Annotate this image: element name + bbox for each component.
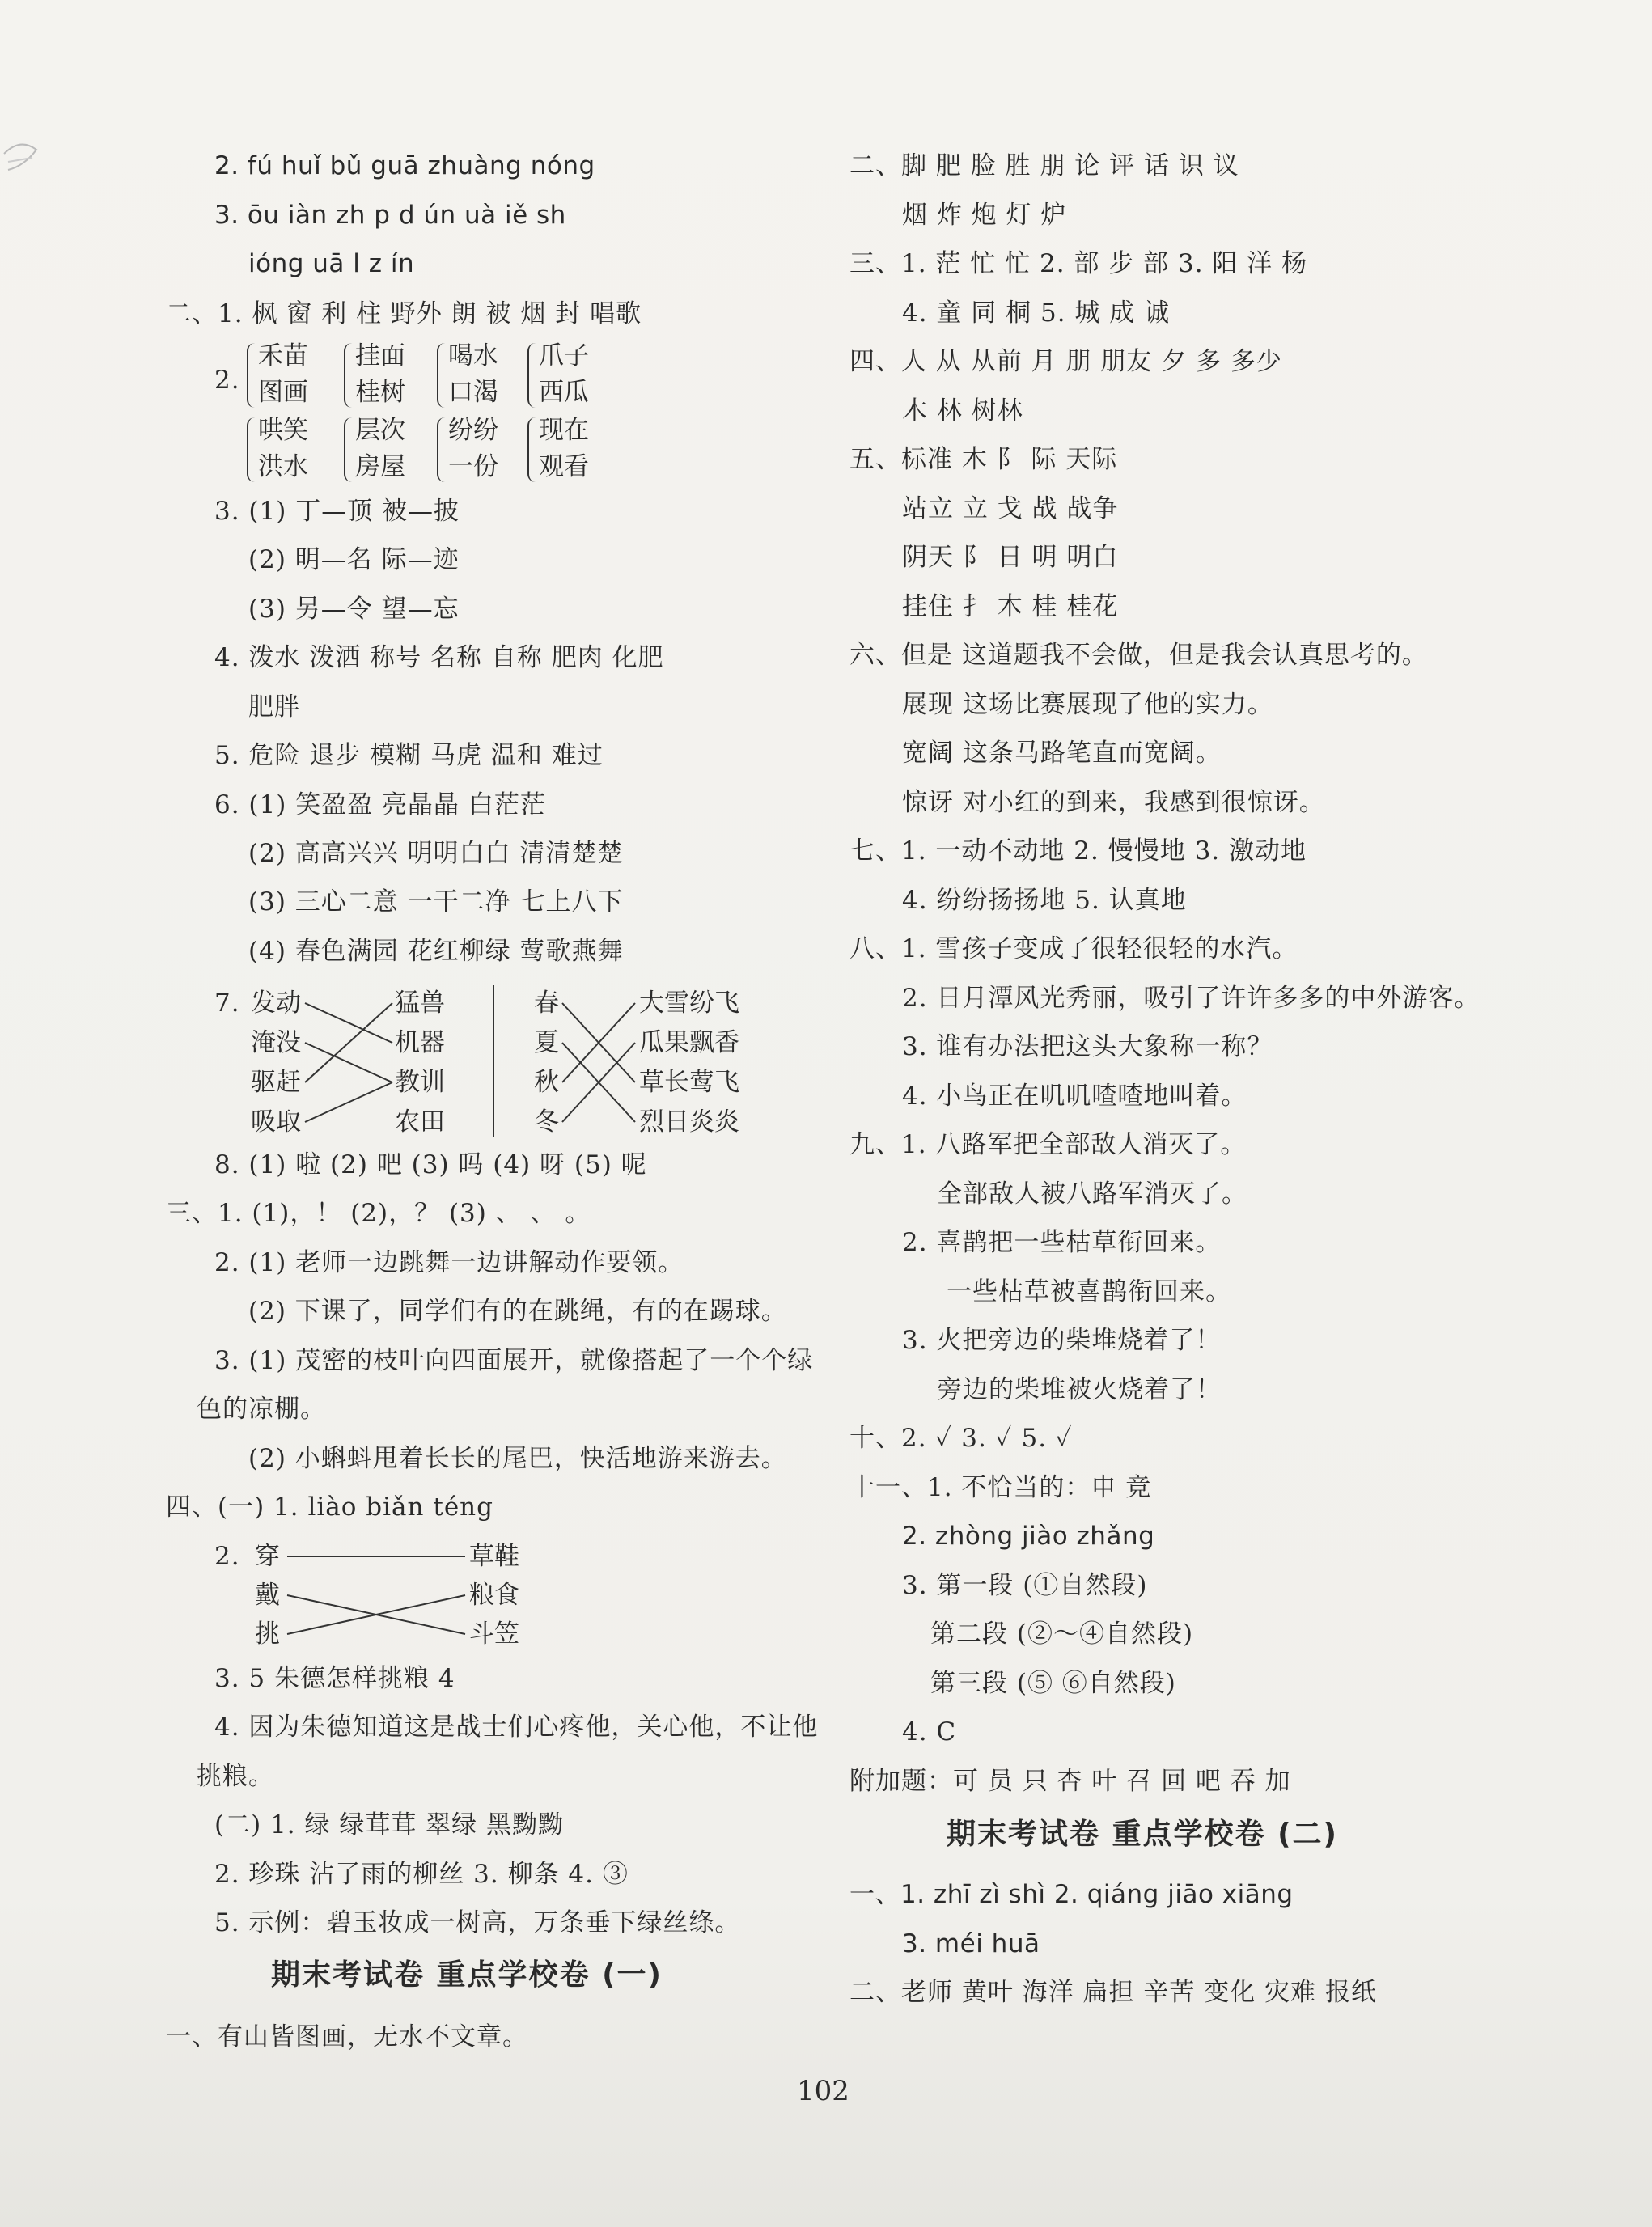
- answer-line: (3) 三心二意 一干二净 七上八下: [248, 887, 624, 917]
- answer-line: 四、人 从 从前 月 朋 朋友 夕 多 多少: [849, 347, 1282, 376]
- section-title: 期末考试卷 重点学校卷 (二): [947, 1818, 1338, 1851]
- answer-line: 五、标准 木 阝 际 天际: [849, 445, 1118, 474]
- answer-line: 4. 泼水 泼洒 称号 名称 自称 肥肉 化肥: [214, 643, 664, 672]
- answer-line: (3) 另—令 望—忘: [248, 595, 460, 624]
- match-word: 驱赶: [251, 1068, 301, 1097]
- answer-line: 二、脚 肥 脸 胜 朋 论 评 话 识 议: [849, 151, 1239, 180]
- match-word: 机器: [395, 1028, 445, 1057]
- match-word: 冬: [534, 1107, 559, 1137]
- answer-line: 3. 第一段 (①自然段): [902, 1571, 1148, 1600]
- page-number: 102: [797, 2075, 849, 2107]
- answer-line: 木 林 树林: [902, 396, 1023, 426]
- answer-line: 站立 立 戈 战 战争: [902, 494, 1119, 523]
- answer-line: (2) 小蝌蚪甩着长长的尾巴，快活地游来游去。: [248, 1444, 787, 1473]
- answer-line: 3. ōu iàn zh p d ún uà iě sh: [214, 201, 566, 230]
- match-word: 教训: [395, 1068, 445, 1097]
- answer-line: 3. 谁有办法把这头大象称一称？: [902, 1032, 1273, 1061]
- match-word: 戴: [255, 1581, 280, 1610]
- match-word: 草鞋: [469, 1542, 519, 1571]
- question-label: 7.: [214, 989, 240, 1018]
- answer-line: 展现 这场比赛展现了他的实力。: [902, 690, 1273, 719]
- answer-line: 阴天 阝 日 明 明白: [902, 543, 1119, 572]
- answer-line: 3. méi huā: [902, 1929, 1040, 1958]
- answer-line: 一、有山皆图画，无水不文章。: [166, 2022, 528, 2051]
- answer-line: 烟 炸 炮 灯 炉: [902, 201, 1067, 230]
- answer-line: ióng uā l z ín: [248, 249, 415, 278]
- answer-line: 十一、1. 不恰当的：申 竞: [849, 1473, 1152, 1502]
- answer-line: 全部敌人被八路军消灭了。: [937, 1179, 1247, 1209]
- answer-line: 一、1. zhī zì shì 2. qiáng jiāo xiāng: [849, 1880, 1294, 1909]
- match-word: 斗笠: [469, 1619, 519, 1649]
- match-word: 挑: [255, 1619, 280, 1649]
- match-word: 草长莺飞: [639, 1068, 739, 1097]
- match-word: 夏: [534, 1028, 559, 1057]
- match-word: 穿: [255, 1542, 280, 1571]
- section-title: 期末考试卷 重点学校卷 (一): [271, 1958, 663, 1992]
- scan-mark-icon: [0, 121, 49, 194]
- answer-line: 九、1. 八路军把全部敌人消灭了。: [849, 1130, 1247, 1159]
- match-word: 春: [534, 989, 559, 1018]
- section-heading-4: 四、(一) 1. liào biǎn téng: [166, 1492, 493, 1522]
- answer-line: 旁边的柴堆被火烧着了！: [937, 1375, 1222, 1404]
- answer-line: (2) 明—名 际—迹: [248, 545, 460, 574]
- answer-line: 挂住 扌 木 桂 桂花: [902, 592, 1119, 621]
- answer-line: 4. 因为朱德知道这是战士们心疼他，关心他，不让他: [214, 1713, 819, 1742]
- match-word: 瓜果飘香: [639, 1028, 739, 1057]
- answer-line: (二) 1. 绿 绿茸茸 翠绿 黑黝黝: [214, 1810, 565, 1840]
- question-label: 2.: [214, 1542, 240, 1571]
- answer-line: 3. 火把旁边的柴堆烧着了！: [902, 1326, 1222, 1355]
- answer-line: 七、1. 一动不动地 2. 慢慢地 3. 激动地: [849, 836, 1307, 866]
- answer-line: 宽阔 这条马路笔直而宽阔。: [902, 739, 1222, 768]
- match-word: 大雪纷飞: [639, 989, 739, 1018]
- answer-line: 4. 小鸟正在叽叽喳喳地叫着。: [902, 1082, 1247, 1111]
- section-heading-2: 二、1. 枫 窗 利 柱 野外 朗 被 烟 封 唱歌: [166, 299, 642, 328]
- match-word: 淹没: [251, 1028, 301, 1057]
- answer-line: 4. 纷纷扬扬地 5. 认真地: [902, 886, 1187, 915]
- match-word: 粮食: [469, 1581, 519, 1610]
- answer-line: 5. 示例：碧玉妆成一树高，万条垂下绿丝绦。: [214, 1908, 741, 1937]
- answer-line: 4. 童 同 桐 5. 城 成 诚: [902, 298, 1171, 328]
- answer-line: 第三段 (⑤ ⑥自然段): [930, 1669, 1176, 1698]
- match-word: 发动: [251, 989, 301, 1018]
- question-label: 2.: [214, 366, 240, 395]
- answer-line: 附加题：可 员 只 杏 叶 召 回 吧 吞 加: [849, 1767, 1291, 1796]
- answer-line: 八、1. 雪孩子变成了很轻很轻的水汽。: [849, 934, 1298, 963]
- match-word: 吸取: [251, 1107, 301, 1137]
- answer-line: 3. 5 朱德怎样挑粮 4: [214, 1664, 455, 1693]
- answer-line: 6. (1) 笑盈盈 亮晶晶 白茫茫: [214, 790, 546, 819]
- answer-line: 3. (1) 茂密的枝叶向四面展开，就像搭起了一个个绿: [214, 1346, 814, 1375]
- match-word: 猛兽: [395, 989, 445, 1018]
- answer-line: 三、1. 茫 忙 忙 2. 部 步 部 3. 阳 洋 杨: [849, 249, 1308, 278]
- match-word: 农田: [395, 1107, 445, 1137]
- answer-line: 5. 危险 退步 模糊 马虎 温和 难过: [214, 741, 604, 770]
- answer-line: 2. zhòng jiào zhǎng: [902, 1522, 1155, 1551]
- answer-line: 2. 日月潭风光秀丽，吸引了许许多多的中外游客。: [902, 984, 1480, 1013]
- answer-line: 4. C: [902, 1717, 957, 1746]
- answer-line: 2. fú huǐ bǔ guā zhuàng nóng: [214, 151, 595, 180]
- answer-line: (2) 下课了，同学们有的在跳绳，有的在踢球。: [248, 1297, 787, 1326]
- answer-line: 六、但是 这道题我不会做，但是我会认真思考的。: [849, 641, 1428, 670]
- answer-line: 第二段 (②～④自然段): [930, 1619, 1194, 1649]
- answer-line: 2. (1) 老师一边跳舞一边讲解动作要领。: [214, 1248, 684, 1277]
- answer-line: 2. 珍珠 沾了雨的柳丝 3. 柳条 4. ③: [214, 1860, 629, 1889]
- answer-line: 一些枯草被喜鹊衔回来。: [947, 1277, 1231, 1306]
- answer-line: 8. (1) 啦 (2) 吧 (3) 吗 (4) 呀 (5) 呢: [214, 1150, 647, 1179]
- answer-line: (2) 高高兴兴 明明白白 清清楚楚: [248, 839, 624, 868]
- answer-key-page: 2. fú huǐ bǔ guā zhuàng nóng 3. ōu iàn zh p d ún uà iě sh ióng uā l z ín 二、1. 枫 窗 利 柱 野外 朗 被 烟 封 唱歌 2. 禾苗 图画 挂面 桂树 喝水 口渴 爪子 西瓜 哄笑 洪水 层次 房屋 纷纷 一份 现在 观看 3. (1) 丁—顶 被—披 (2) 明—名 际—迹 (3) 另—令 望—忘 4. 泼水 泼洒 称号 名称 自称 肥肉 化肥 肥胖 5. 危险 退步 模糊 马虎 温和 难过 6. (1) 笑盈盈 亮晶晶 白茫茫 (2) 高高兴兴 明明白白 清清楚楚 (3) 三心二意 一干二净 七上八下 (4) 春色满园 花红柳绿 莺歌燕舞 7. 发动 淹没 驱赶 吸取 猛兽 机器 教训 农田 春 夏 秋 冬 大雪纷飞 瓜果飘香 草长莺飞 烈日炎炎 8. (1) 啦 (2) 吧 (3) 吗 (4) 呀 (5) 呢 三、1. (1)，！ (2)，？ (3) 、 、 。 2. (1) 老师一边跳舞一边讲解动作要领。 (2) 下课了，同学们有的在跳绳，有的在踢球。 3. (1) 茂密的枝叶向四面展开，就像搭起了一个个绿 色的凉棚。 (2) 小蝌蚪甩着长长的尾巴，快活地游来游去。 四、(一) 1. liào biǎn téng 2. 穿 戴 挑 草鞋 粮食 斗笠 3. 5 朱德怎样挑粮 4 4. 因为朱德知道这是战士们心疼他，关心他，不让他 挑粮。 (二) 1. 绿 绿茸茸 翠绿 黑黝黝 2. 珍珠 沾了雨的柳丝 3. 柳条 4. ③ 5. 示例：碧玉妆成一树高，万条垂下绿丝绦。 期末考试卷 重点学校卷 (一) 一、有山皆图画，无水不文章。 二、脚 肥 脸 胜 朋 论 评 话 识 议 烟 炸 炮 灯 炉 三、1. 茫 忙 忙 2. 部 步 部 3. 阳 洋 杨 4. 童 同 桐 5. 城 成 诚 四、人 从 从前 月 朋 朋友 夕 多 多少 木 林 树林 五、标准 木 阝 际 天际 站立 立 戈 战 战争 阴天 阝 日 明 明白 挂住 扌 木 桂 桂花 六、但是 这道题我不会做，但是我会认真思考的。 展现 这场比赛展现了他的实力。 宽阔 这条马路笔直而宽阔。 惊讶 对小红的到来，我感到很惊讶。 七、1. 一动不动地 2. 慢慢地 3. 激动地 4. 纷纷扬扬地 5. 认真地 八、1. 雪孩子变成了很轻很轻的水汽。 2. 日月潭风光秀丽，吸引了许许多多的中外游客。 3. 谁有办法把这头大象称一称？ 4. 小鸟正在叽叽喳喳地叫着。 九、1. 八路军把全部敌人消灭了。 全部敌人被八路军消灭了。 2. 喜鹊把一些枯草衔回来。 一些枯草被喜鹊衔回来。 3. 火把旁边的柴堆烧着了！ 旁边的柴堆被火烧着了！ 十、2. ✓ 3. ✓ 5. ✓ 十一、1. 不恰当的：申 竞 2. zhòng jiào zhǎng 3. 第一段 (①自然段) 第二段 (②～④自然段) 第三段 (⑤ ⑥自然段) 4. C 附加题：可 员 只 杏 叶 召 回 吧 吞 加 期末考试卷 重点学校卷 (二) 一、1. zhī zì shì 2. qiáng jiāo xiāng 3. méi huā 二、老师 黄叶 海洋 扁担 辛苦 变化 灾难 报纸 102: [0, 0, 1652, 2227]
- answer-line: 惊讶 对小红的到来，我感到很惊讶。: [902, 788, 1325, 817]
- match-word: 秋: [534, 1068, 559, 1097]
- answer-line: 肥胖: [248, 692, 300, 722]
- answer-line: 色的凉棚。: [197, 1395, 326, 1424]
- match-word: 烈日炎炎: [639, 1107, 739, 1137]
- answer-line: 挑粮。: [197, 1762, 274, 1791]
- matching-lines-2: [166, 0, 817, 1699]
- answer-line: 3. (1) 丁—顶 被—披: [214, 497, 460, 526]
- answer-line: 十、2. ✓ 3. ✓ 5. ✓: [849, 1424, 1073, 1453]
- answer-line: 二、老师 黄叶 海洋 扁担 辛苦 变化 灾难 报纸: [849, 1978, 1377, 2007]
- section-heading-3: 三、1. (1)，！ (2)，？ (3) 、 、 。: [166, 1199, 591, 1228]
- answer-line: (4) 春色满园 花红柳绿 莺歌燕舞: [248, 937, 624, 966]
- answer-line: 2. 喜鹊把一些枯草衔回来。: [902, 1228, 1222, 1257]
